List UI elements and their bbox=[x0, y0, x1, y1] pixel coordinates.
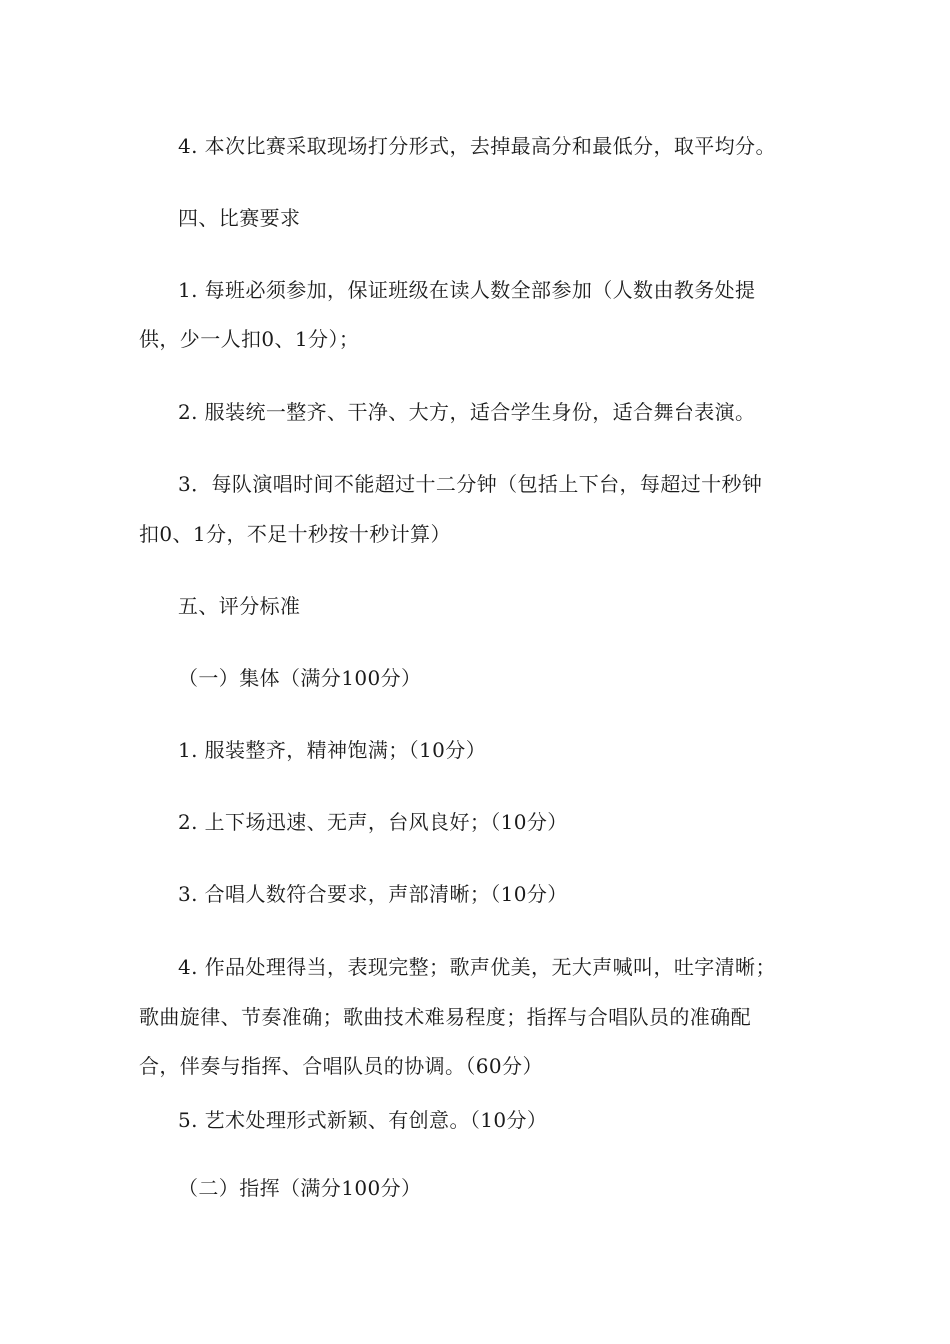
group-criterion-4-line-2: 歌曲旋律、节奏准确；歌曲技术难易程度；指挥与合唱队员的准确配 bbox=[139, 1005, 751, 1029]
section-heading-scoring-criteria: 五、评分标准 bbox=[178, 594, 301, 618]
group-criterion-1: 1. 服装整齐，精神饱满；（10分） bbox=[178, 738, 487, 762]
group-criterion-3: 3. 合唱人数符合要求，声部清晰；（10分） bbox=[178, 882, 568, 906]
requirement-item-1-line-1: 1. 每班必须参加，保证班级在读人数全部参加（人数由教务处提 bbox=[178, 278, 756, 302]
requirement-item-1-line-2: 供，少一人扣0、1分）； bbox=[139, 327, 360, 351]
group-criterion-4-line-1: 4. 作品处理得当，表现完整；歌声优美，无大声喊叫，吐字清晰； bbox=[178, 955, 776, 979]
subsection-heading-conductor: （二）指挥（满分100分） bbox=[178, 1176, 422, 1200]
scoring-method-item-4: 4. 本次比赛采取现场打分形式，去掉最高分和最低分，取平均分。 bbox=[178, 134, 776, 158]
group-criterion-2: 2. 上下场迅速、无声，台风良好；（10分） bbox=[178, 810, 568, 834]
requirement-item-3-line-1: 3．每队演唱时间不能超过十二分钟（包括上下台，每超过十秒钟 bbox=[178, 472, 763, 496]
requirement-item-3-line-2: 扣0、1分，不足十秒按十秒计算） bbox=[139, 522, 451, 546]
section-heading-competition-requirements: 四、比赛要求 bbox=[178, 206, 301, 230]
requirement-item-2: 2. 服装统一整齐、干净、大方，适合学生身份，适合舞台表演。 bbox=[178, 400, 756, 424]
group-criterion-4-line-3: 合，伴奏与指挥、合唱队员的协调。（60分） bbox=[139, 1054, 543, 1078]
group-criterion-5: 5. 艺术处理形式新颖、有创意。（10分） bbox=[178, 1108, 548, 1132]
subsection-heading-group: （一）集体（满分100分） bbox=[178, 666, 422, 690]
